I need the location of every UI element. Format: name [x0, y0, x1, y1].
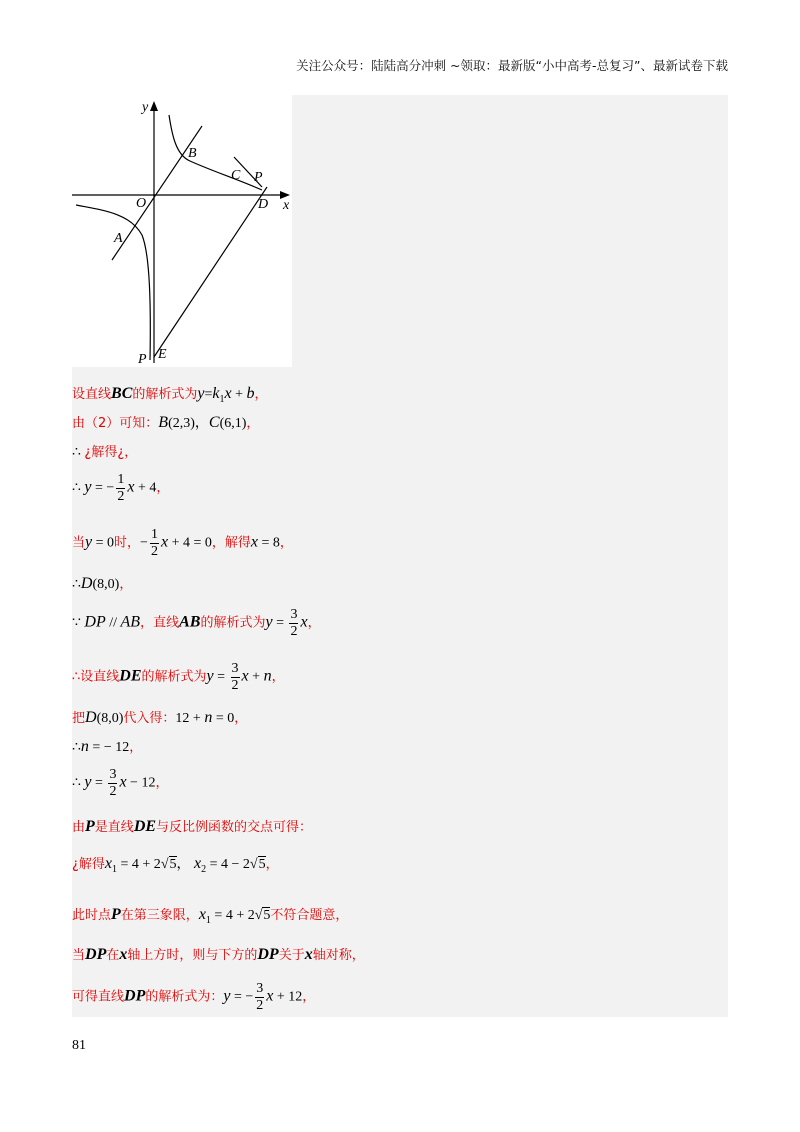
line-n-value: ∴n = − 12，: [72, 738, 143, 755]
line-bc-equation: ∴ y = − $\frac{1}{2}$ x + 4，: [72, 472, 170, 504]
line-point-d: ∴D(8,0)，: [72, 575, 133, 592]
line-dp-equation: 可得直线DP的解析式为：y = − $\frac{3}{2}$ x + 12，: [72, 981, 316, 1013]
line-roots: ¿解得$x_1 = 4 + 2√5$， $x_2 = 4 - 2√5$，: [72, 855, 279, 875]
coordinate-figure: [72, 95, 292, 367]
label-p-top: P: [254, 170, 263, 185]
page-number: 81: [72, 1038, 86, 1053]
label-a: A: [114, 231, 123, 246]
line-points-bc: 由（2）可知：B(2,3)，C(6,1)，: [72, 414, 260, 431]
label-d: D: [258, 197, 269, 212]
label-e: E: [158, 347, 167, 362]
label-x: x: [283, 198, 290, 213]
graph-svg: [72, 95, 292, 367]
line-de-setup: ∴设直线DE的解析式为y = $\frac{3}{2}$ x + n，: [72, 661, 285, 693]
line-bc-setup: 设直线BC的解析式为$y=k_1x + b$，: [72, 385, 268, 405]
label-p-bottom: P: [138, 352, 147, 367]
line-third-quadrant: 此时点P在第三象限，$x_1 = 4 + 2√5$不符合题意，: [72, 906, 349, 926]
line-y-zero: 当y = 0时，− $\frac{1}{2}$ x + 4 = 0，解得x = 8，: [72, 527, 293, 559]
solution-panel: [72, 95, 728, 1017]
line-substitute-d: 把D(8,0)代入得：12 + n = 0，: [72, 709, 248, 726]
label-o: O: [136, 196, 147, 211]
line-symmetry: 当DP在x轴上方时，则与下方的DP关于x轴对称，: [72, 946, 365, 963]
line-de-equation: ∴ y = $\frac{3}{2}$ x − 12，: [72, 767, 169, 799]
label-y: y: [142, 100, 149, 115]
line-solve-system: ∴ ¿解得¿，: [72, 445, 138, 460]
line-intersection: 由P是直线DE与反比例函数的交点可得：: [72, 818, 313, 835]
page-header: 关注公众号：陆陆高分冲刺 ~领取：最新版“小中高考-总复习”、最新试卷下载: [296, 58, 728, 73]
label-c: C: [231, 168, 241, 183]
label-b: B: [188, 146, 197, 161]
line-dp-parallel-ab: ∵ DP // AB，直线AB的解析式为y = $\frac{3}{2}$ x，: [72, 607, 321, 639]
